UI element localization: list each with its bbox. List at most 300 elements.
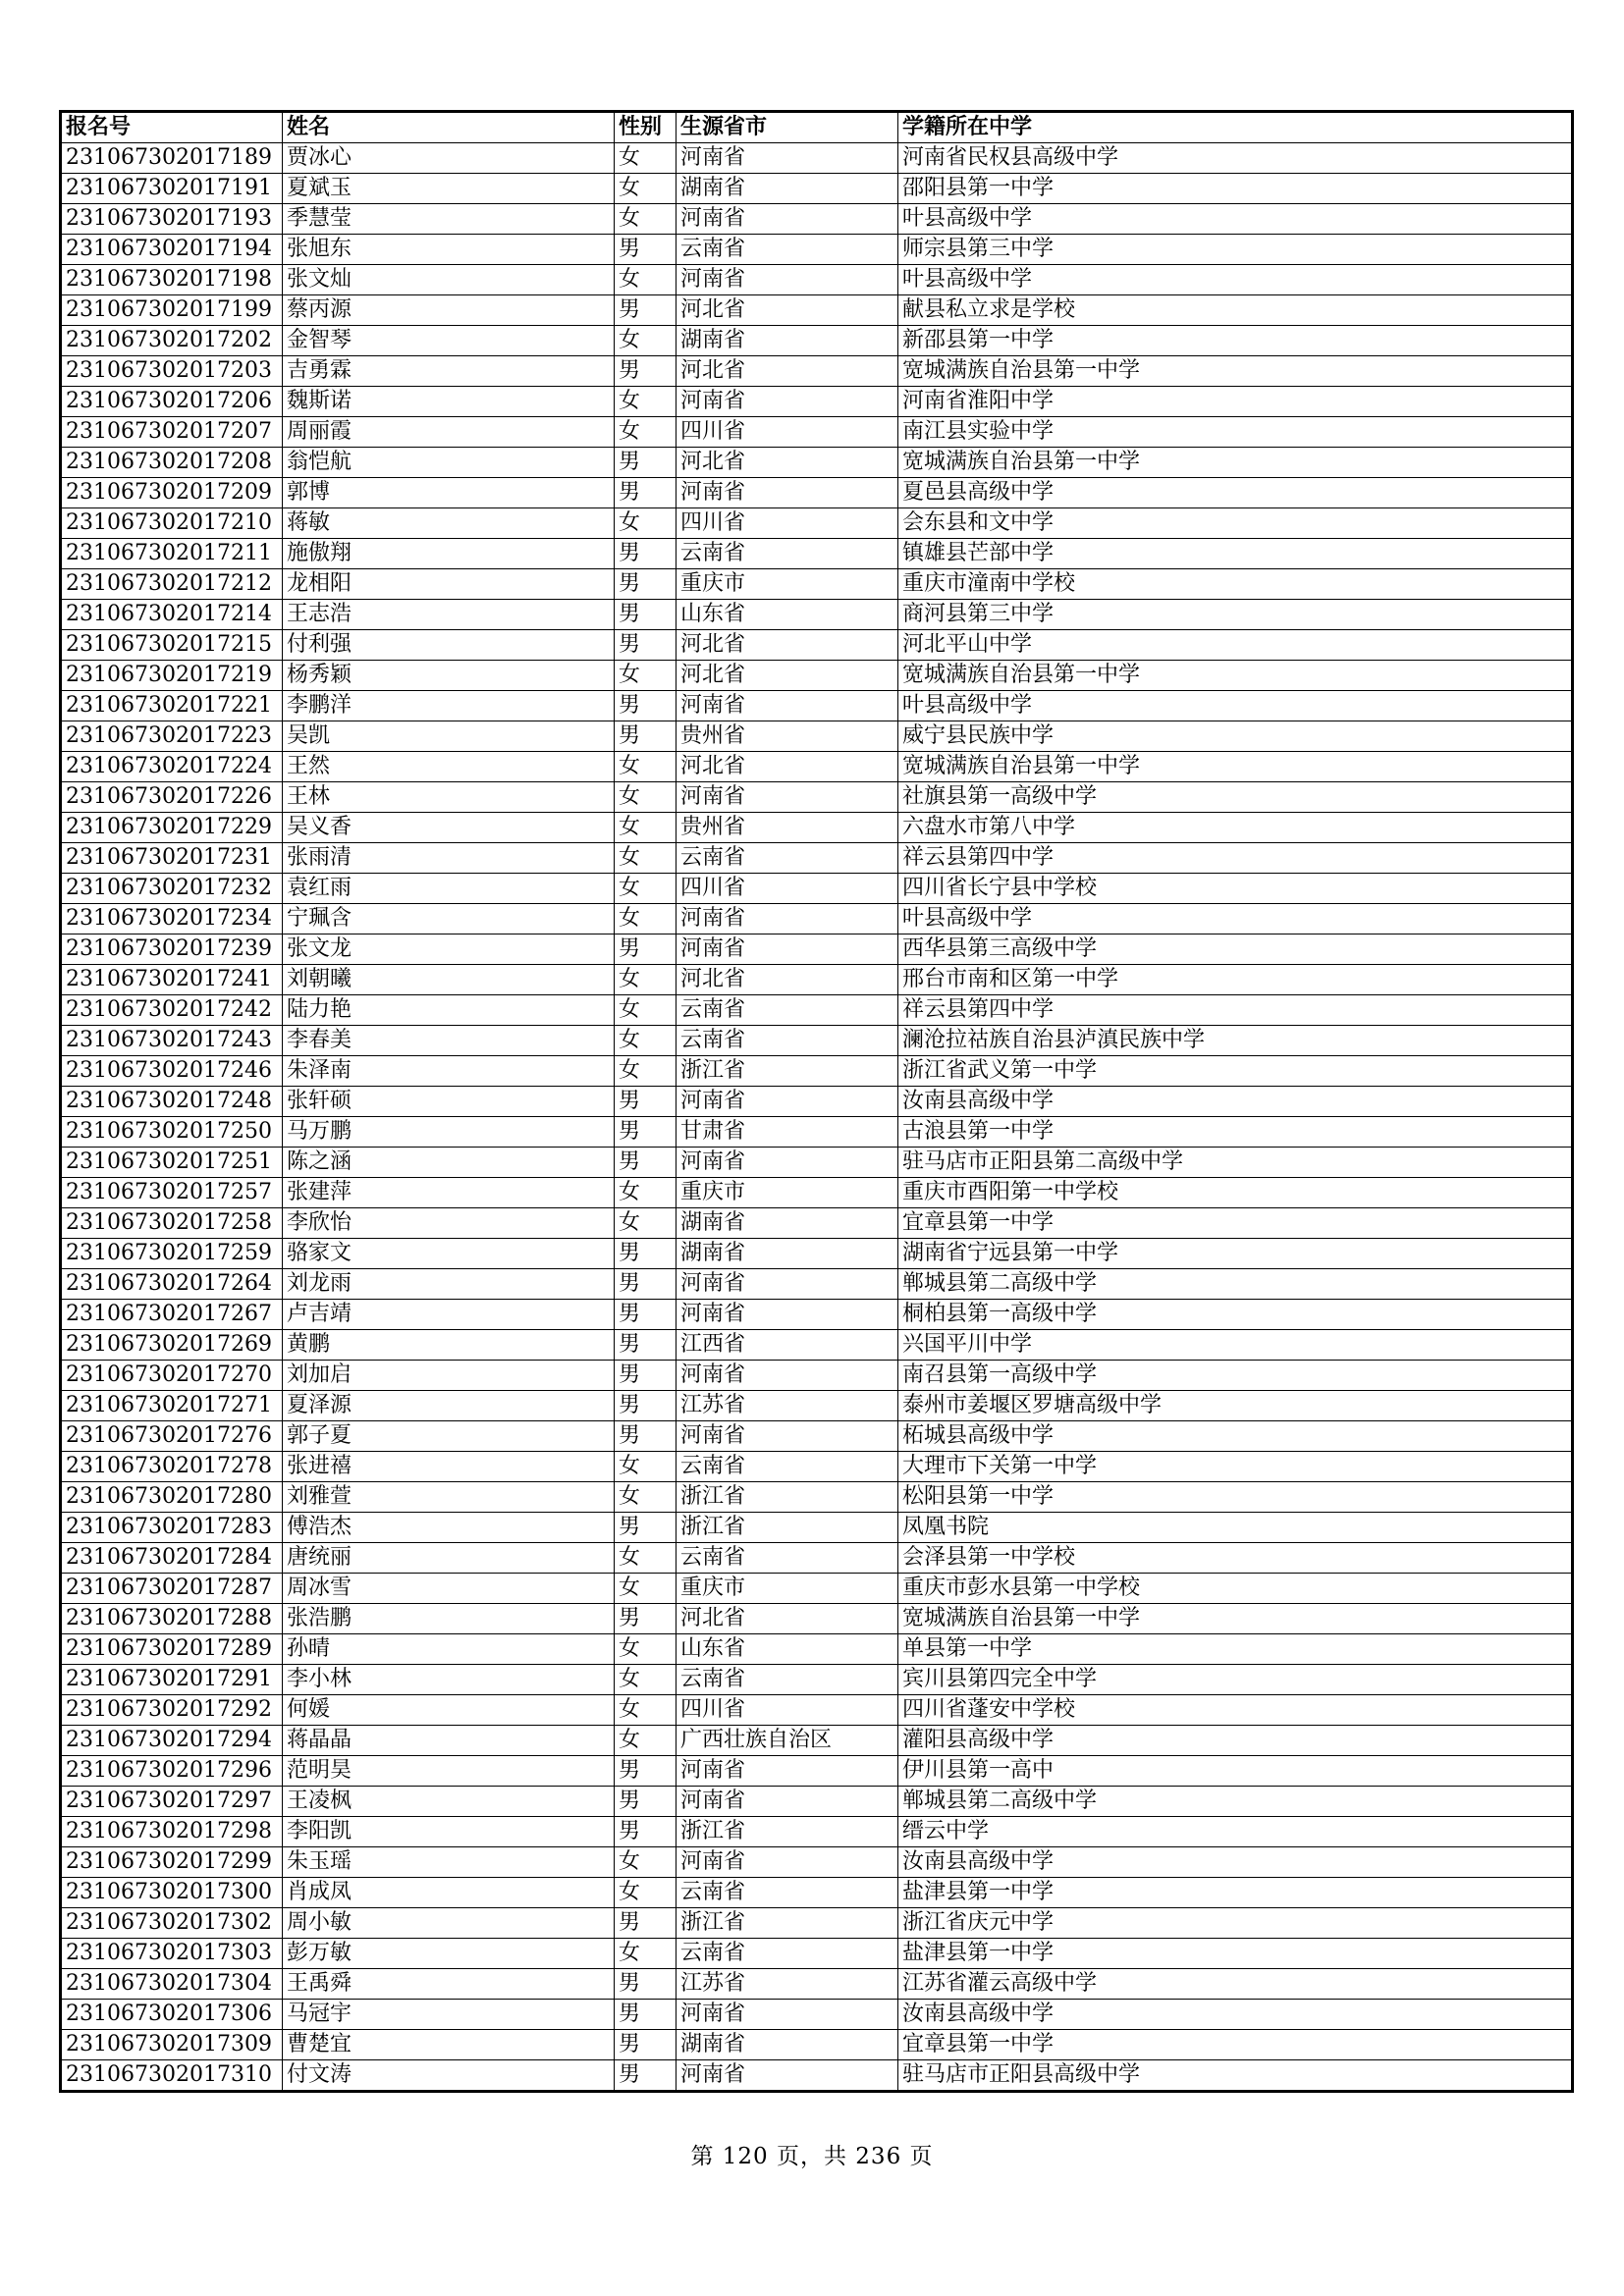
cell-school: 伊川县第一高中 (898, 1756, 1573, 1787)
cell-gender: 男 (615, 934, 677, 965)
cell-registration-no: 231067302017210 (61, 508, 283, 539)
cell-registration-no: 231067302017302 (61, 1908, 283, 1939)
cell-name: 刘雅萱 (283, 1482, 615, 1513)
cell-province: 江苏省 (677, 1969, 898, 2000)
cell-gender: 女 (615, 1178, 677, 1208)
cell-school: 古浪县第一中学 (898, 1117, 1573, 1148)
table-row (61, 204, 1573, 235)
cell-school: 重庆市潼南中学校 (898, 569, 1573, 600)
cell-name: 王志浩 (283, 600, 615, 630)
table-row (61, 813, 1573, 843)
cell-province: 河南省 (677, 1087, 898, 1117)
cell-gender: 男 (615, 1513, 677, 1543)
cell-registration-no: 231067302017243 (61, 1026, 283, 1056)
table-header-row (61, 112, 1573, 143)
cell-province: 浙江省 (677, 1482, 898, 1513)
cell-registration-no: 231067302017231 (61, 843, 283, 874)
cell-name: 张轩硕 (283, 1087, 615, 1117)
student-table (59, 110, 1574, 2093)
cell-gender: 女 (615, 387, 677, 417)
cell-gender: 女 (615, 874, 677, 904)
cell-gender: 男 (615, 539, 677, 569)
table-row (61, 478, 1573, 508)
cell-province: 河北省 (677, 1604, 898, 1634)
cell-name: 孙晴 (283, 1634, 615, 1665)
cell-school: 驻马店市正阳县高级中学 (898, 2060, 1573, 2092)
cell-school: 威宁县民族中学 (898, 721, 1573, 752)
cell-province: 浙江省 (677, 1513, 898, 1543)
cell-school: 郸城县第二高级中学 (898, 1269, 1573, 1300)
cell-school: 镇雄县芒部中学 (898, 539, 1573, 569)
cell-name: 肖成凤 (283, 1878, 615, 1908)
cell-registration-no: 231067302017300 (61, 1878, 283, 1908)
table-row (61, 539, 1573, 569)
cell-school: 单县第一中学 (898, 1634, 1573, 1665)
cell-gender: 男 (615, 600, 677, 630)
cell-school: 新邵县第一中学 (898, 326, 1573, 356)
cell-name: 夏斌玉 (283, 174, 615, 204)
table-row (61, 448, 1573, 478)
cell-gender: 男 (615, 235, 677, 265)
cell-registration-no: 231067302017229 (61, 813, 283, 843)
cell-province: 四川省 (677, 508, 898, 539)
cell-school: 宽城满族自治县第一中学 (898, 448, 1573, 478)
cell-gender: 男 (615, 1969, 677, 2000)
cell-province: 湖南省 (677, 174, 898, 204)
cell-name: 翁恺航 (283, 448, 615, 478)
cell-name: 郭子夏 (283, 1421, 615, 1452)
cell-province: 浙江省 (677, 1056, 898, 1087)
cell-registration-no: 231067302017234 (61, 904, 283, 934)
cell-gender: 女 (615, 508, 677, 539)
cell-registration-no: 231067302017297 (61, 1787, 283, 1817)
cell-gender: 女 (615, 813, 677, 843)
cell-name: 季慧莹 (283, 204, 615, 235)
cell-province: 河北省 (677, 965, 898, 995)
cell-province: 湖南省 (677, 1208, 898, 1239)
cell-province: 四川省 (677, 417, 898, 448)
cell-gender: 女 (615, 1665, 677, 1695)
cell-registration-no: 231067302017310 (61, 2060, 283, 2092)
cell-name: 张浩鹏 (283, 1604, 615, 1634)
cell-name: 周小敏 (283, 1908, 615, 1939)
cell-registration-no: 231067302017298 (61, 1817, 283, 1847)
table-row (61, 2000, 1573, 2030)
table-row (61, 1817, 1573, 1847)
cell-gender: 女 (615, 1026, 677, 1056)
cell-school: 宽城满族自治县第一中学 (898, 661, 1573, 691)
cell-name: 骆家文 (283, 1239, 615, 1269)
table-row (61, 934, 1573, 965)
cell-province: 河南省 (677, 2060, 898, 2092)
cell-registration-no: 231067302017251 (61, 1148, 283, 1178)
cell-province: 重庆市 (677, 569, 898, 600)
cell-school: 汝南县高级中学 (898, 1087, 1573, 1117)
cell-province: 湖南省 (677, 2030, 898, 2060)
table-row (61, 1543, 1573, 1574)
table-row (61, 508, 1573, 539)
cell-gender: 男 (615, 1908, 677, 1939)
cell-school: 六盘水市第八中学 (898, 813, 1573, 843)
cell-school: 桐柏县第一高级中学 (898, 1300, 1573, 1330)
cell-name: 张雨清 (283, 843, 615, 874)
cell-registration-no: 231067302017267 (61, 1300, 283, 1330)
cell-school: 河南省淮阳中学 (898, 387, 1573, 417)
cell-registration-no: 231067302017232 (61, 874, 283, 904)
cell-gender: 女 (615, 326, 677, 356)
cell-school: 河北平山中学 (898, 630, 1573, 661)
cell-name: 马冠宇 (283, 2000, 615, 2030)
cell-school: 泰州市姜堰区罗塘高级中学 (898, 1391, 1573, 1421)
cell-registration-no: 231067302017304 (61, 1969, 283, 2000)
table-row (61, 630, 1573, 661)
cell-registration-no: 231067302017223 (61, 721, 283, 752)
cell-name: 付利强 (283, 630, 615, 661)
cell-province: 贵州省 (677, 721, 898, 752)
cell-school: 大理市下关第一中学 (898, 1452, 1573, 1482)
cell-gender: 男 (615, 356, 677, 387)
table-row (61, 965, 1573, 995)
cell-name: 李春美 (283, 1026, 615, 1056)
cell-registration-no: 231067302017215 (61, 630, 283, 661)
cell-registration-no: 231067302017242 (61, 995, 283, 1026)
cell-school: 兴国平川中学 (898, 1330, 1573, 1361)
page-footer: 第 120 页，共 236 页 (690, 2144, 934, 2169)
cell-name: 王然 (283, 752, 615, 782)
cell-school: 郸城县第二高级中学 (898, 1787, 1573, 1817)
cell-province: 重庆市 (677, 1178, 898, 1208)
table-row (61, 1908, 1573, 1939)
cell-name: 何媛 (283, 1695, 615, 1726)
cell-registration-no: 231067302017208 (61, 448, 283, 478)
table-row (61, 1421, 1573, 1452)
cell-province: 浙江省 (677, 1908, 898, 1939)
cell-registration-no: 231067302017191 (61, 174, 283, 204)
cell-name: 张文龙 (283, 934, 615, 965)
table-row (61, 1117, 1573, 1148)
cell-province: 河南省 (677, 1421, 898, 1452)
cell-registration-no: 231067302017289 (61, 1634, 283, 1665)
table-row (61, 235, 1573, 265)
cell-name: 周丽霞 (283, 417, 615, 448)
cell-registration-no: 231067302017250 (61, 1117, 283, 1148)
table-row (61, 995, 1573, 1026)
cell-province: 江西省 (677, 1330, 898, 1361)
cell-registration-no: 231067302017203 (61, 356, 283, 387)
cell-name: 王林 (283, 782, 615, 813)
cell-province: 云南省 (677, 539, 898, 569)
table-row (61, 1695, 1573, 1726)
cell-name: 蔡丙源 (283, 295, 615, 326)
cell-province: 河北省 (677, 752, 898, 782)
cell-school: 邵阳县第一中学 (898, 174, 1573, 204)
cell-school: 夏邑县高级中学 (898, 478, 1573, 508)
cell-registration-no: 231067302017309 (61, 2030, 283, 2060)
cell-registration-no: 231067302017269 (61, 1330, 283, 1361)
cell-registration-no: 231067302017219 (61, 661, 283, 691)
cell-name: 张建萍 (283, 1178, 615, 1208)
cell-gender: 女 (615, 1543, 677, 1574)
cell-name: 朱泽南 (283, 1056, 615, 1087)
table-row (61, 1330, 1573, 1361)
cell-school: 祥云县第四中学 (898, 843, 1573, 874)
table-row (61, 1634, 1573, 1665)
table-row (61, 1756, 1573, 1787)
cell-registration-no: 231067302017259 (61, 1239, 283, 1269)
cell-gender: 男 (615, 1330, 677, 1361)
student-table-container (59, 110, 1571, 2093)
cell-gender: 女 (615, 265, 677, 295)
table-row (61, 1239, 1573, 1269)
cell-school: 灌阳县高级中学 (898, 1726, 1573, 1756)
cell-province: 河南省 (677, 1300, 898, 1330)
cell-registration-no: 231067302017189 (61, 143, 283, 174)
cell-registration-no: 231067302017291 (61, 1665, 283, 1695)
cell-school: 邢台市南和区第一中学 (898, 965, 1573, 995)
cell-province: 重庆市 (677, 1574, 898, 1604)
cell-school: 师宗县第三中学 (898, 235, 1573, 265)
cell-name: 张进禧 (283, 1452, 615, 1482)
table-row (61, 143, 1573, 174)
cell-province: 河北省 (677, 356, 898, 387)
cell-registration-no: 231067302017206 (61, 387, 283, 417)
cell-registration-no: 231067302017193 (61, 204, 283, 235)
cell-gender: 男 (615, 569, 677, 600)
cell-registration-no: 231067302017224 (61, 752, 283, 782)
cell-name: 宁珮含 (283, 904, 615, 934)
cell-school: 浙江省武义第一中学 (898, 1056, 1573, 1087)
cell-gender: 男 (615, 2060, 677, 2092)
table-row (61, 1787, 1573, 1817)
cell-province: 河南省 (677, 2000, 898, 2030)
cell-registration-no: 231067302017214 (61, 600, 283, 630)
cell-province: 河南省 (677, 904, 898, 934)
cell-registration-no: 231067302017211 (61, 539, 283, 569)
cell-name: 李阳凯 (283, 1817, 615, 1847)
cell-school: 宾川县第四完全中学 (898, 1665, 1573, 1695)
cell-name: 付文涛 (283, 2060, 615, 2092)
cell-province: 河南省 (677, 934, 898, 965)
cell-name: 李欣怡 (283, 1208, 615, 1239)
cell-province: 湖南省 (677, 1239, 898, 1269)
cell-school: 澜沧拉祜族自治县泸滇民族中学 (898, 1026, 1573, 1056)
cell-school: 叶县高级中学 (898, 265, 1573, 295)
cell-school: 社旗县第一高级中学 (898, 782, 1573, 813)
cell-gender: 女 (615, 1452, 677, 1482)
cell-name: 吴义香 (283, 813, 615, 843)
cell-province: 河南省 (677, 1269, 898, 1300)
cell-name: 张旭东 (283, 235, 615, 265)
cell-name: 马万鹏 (283, 1117, 615, 1148)
cell-province: 河北省 (677, 448, 898, 478)
table-row (61, 387, 1573, 417)
cell-province: 云南省 (677, 843, 898, 874)
cell-name: 陆力艳 (283, 995, 615, 1026)
cell-gender: 女 (615, 1939, 677, 1969)
cell-name: 蒋敏 (283, 508, 615, 539)
cell-gender: 女 (615, 1695, 677, 1726)
cell-school: 宽城满族自治县第一中学 (898, 356, 1573, 387)
cell-gender: 男 (615, 1300, 677, 1330)
cell-registration-no: 231067302017194 (61, 235, 283, 265)
cell-name: 王凌枫 (283, 1787, 615, 1817)
cell-province: 河南省 (677, 143, 898, 174)
cell-registration-no: 231067302017283 (61, 1513, 283, 1543)
cell-province: 河南省 (677, 691, 898, 721)
table-row (61, 874, 1573, 904)
cell-registration-no: 231067302017294 (61, 1726, 283, 1756)
cell-gender: 男 (615, 448, 677, 478)
cell-name: 夏泽源 (283, 1391, 615, 1421)
cell-gender: 男 (615, 2030, 677, 2060)
cell-school: 祥云县第四中学 (898, 995, 1573, 1026)
header-registration-no: 报名号 (61, 112, 283, 143)
cell-registration-no: 231067302017299 (61, 1847, 283, 1878)
table-row (61, 1056, 1573, 1087)
table-row (61, 2060, 1573, 2092)
table-row (61, 1939, 1573, 1969)
cell-school: 缙云中学 (898, 1817, 1573, 1847)
cell-name: 刘加启 (283, 1361, 615, 1391)
table-row (61, 1361, 1573, 1391)
cell-name: 龙相阳 (283, 569, 615, 600)
cell-gender: 男 (615, 1269, 677, 1300)
cell-school: 柘城县高级中学 (898, 1421, 1573, 1452)
cell-gender: 男 (615, 1148, 677, 1178)
cell-gender: 男 (615, 1087, 677, 1117)
cell-registration-no: 231067302017284 (61, 1543, 283, 1574)
cell-province: 湖南省 (677, 326, 898, 356)
cell-gender: 男 (615, 1787, 677, 1817)
table-row (61, 1087, 1573, 1117)
cell-school: 四川省蓬安中学校 (898, 1695, 1573, 1726)
cell-registration-no: 231067302017292 (61, 1695, 283, 1726)
cell-registration-no: 231067302017199 (61, 295, 283, 326)
cell-school: 宜章县第一中学 (898, 2030, 1573, 2060)
table-row (61, 843, 1573, 874)
cell-school: 河南省民权县高级中学 (898, 143, 1573, 174)
cell-province: 山东省 (677, 600, 898, 630)
cell-school: 四川省长宁县中学校 (898, 874, 1573, 904)
cell-province: 浙江省 (677, 1817, 898, 1847)
cell-gender: 女 (615, 782, 677, 813)
cell-registration-no: 231067302017296 (61, 1756, 283, 1787)
cell-gender: 男 (615, 721, 677, 752)
cell-school: 盐津县第一中学 (898, 1939, 1573, 1969)
cell-name: 吴凯 (283, 721, 615, 752)
header-name: 姓名 (283, 112, 615, 143)
cell-name: 范明昊 (283, 1756, 615, 1787)
cell-school: 叶县高级中学 (898, 204, 1573, 235)
cell-name: 卢吉靖 (283, 1300, 615, 1330)
cell-province: 甘肃省 (677, 1117, 898, 1148)
cell-registration-no: 231067302017239 (61, 934, 283, 965)
cell-gender: 男 (615, 295, 677, 326)
cell-registration-no: 231067302017246 (61, 1056, 283, 1087)
table-row (61, 1847, 1573, 1878)
header-province: 生源省市 (677, 112, 898, 143)
table-row (61, 1604, 1573, 1634)
cell-province: 山东省 (677, 1634, 898, 1665)
cell-name: 朱玉瑶 (283, 1847, 615, 1878)
cell-gender: 女 (615, 843, 677, 874)
cell-school: 重庆市酉阳第一中学校 (898, 1178, 1573, 1208)
cell-province: 河南省 (677, 1756, 898, 1787)
table-row (61, 1726, 1573, 1756)
cell-gender: 女 (615, 1208, 677, 1239)
cell-registration-no: 231067302017280 (61, 1482, 283, 1513)
table-row (61, 1208, 1573, 1239)
cell-name: 唐统丽 (283, 1543, 615, 1574)
cell-gender: 男 (615, 2000, 677, 2030)
table-row (61, 174, 1573, 204)
table-row (61, 2030, 1573, 2060)
cell-name: 彭万敏 (283, 1939, 615, 1969)
cell-gender: 女 (615, 174, 677, 204)
cell-gender: 女 (615, 417, 677, 448)
cell-gender: 男 (615, 1604, 677, 1634)
cell-school: 汝南县高级中学 (898, 1847, 1573, 1878)
cell-name: 魏斯诺 (283, 387, 615, 417)
table-row (61, 1574, 1573, 1604)
cell-school: 宽城满族自治县第一中学 (898, 752, 1573, 782)
cell-name: 袁红雨 (283, 874, 615, 904)
table-row (61, 661, 1573, 691)
table-row (61, 265, 1573, 295)
cell-gender: 男 (615, 1817, 677, 1847)
cell-province: 广西壮族自治区 (677, 1726, 898, 1756)
table-row (61, 1969, 1573, 2000)
cell-registration-no: 231067302017212 (61, 569, 283, 600)
table-row (61, 326, 1573, 356)
cell-name: 刘龙雨 (283, 1269, 615, 1300)
cell-gender: 女 (615, 904, 677, 934)
cell-gender: 女 (615, 1482, 677, 1513)
cell-province: 四川省 (677, 1695, 898, 1726)
cell-province: 云南省 (677, 1026, 898, 1056)
cell-gender: 男 (615, 691, 677, 721)
table-row (61, 752, 1573, 782)
table-row (61, 1513, 1573, 1543)
header-school: 学籍所在中学 (898, 112, 1573, 143)
cell-registration-no: 231067302017306 (61, 2000, 283, 2030)
cell-gender: 女 (615, 661, 677, 691)
cell-registration-no: 231067302017248 (61, 1087, 283, 1117)
table-row (61, 356, 1573, 387)
cell-registration-no: 231067302017207 (61, 417, 283, 448)
cell-province: 河南省 (677, 1787, 898, 1817)
cell-province: 云南省 (677, 1665, 898, 1695)
cell-name: 李鹏洋 (283, 691, 615, 721)
cell-name: 傅浩杰 (283, 1513, 615, 1543)
table-row (61, 600, 1573, 630)
cell-name: 杨秀颖 (283, 661, 615, 691)
cell-school: 会东县和文中学 (898, 508, 1573, 539)
cell-school: 江苏省灌云高级中学 (898, 1969, 1573, 2000)
cell-gender: 女 (615, 1634, 677, 1665)
cell-province: 河南省 (677, 478, 898, 508)
cell-province: 河南省 (677, 1148, 898, 1178)
cell-school: 盐津县第一中学 (898, 1878, 1573, 1908)
cell-registration-no: 231067302017221 (61, 691, 283, 721)
cell-school: 南召县第一高级中学 (898, 1361, 1573, 1391)
cell-registration-no: 231067302017226 (61, 782, 283, 813)
cell-name: 曹楚宜 (283, 2030, 615, 2060)
table-row (61, 295, 1573, 326)
cell-registration-no: 231067302017288 (61, 1604, 283, 1634)
cell-school: 商河县第三中学 (898, 600, 1573, 630)
table-row (61, 904, 1573, 934)
